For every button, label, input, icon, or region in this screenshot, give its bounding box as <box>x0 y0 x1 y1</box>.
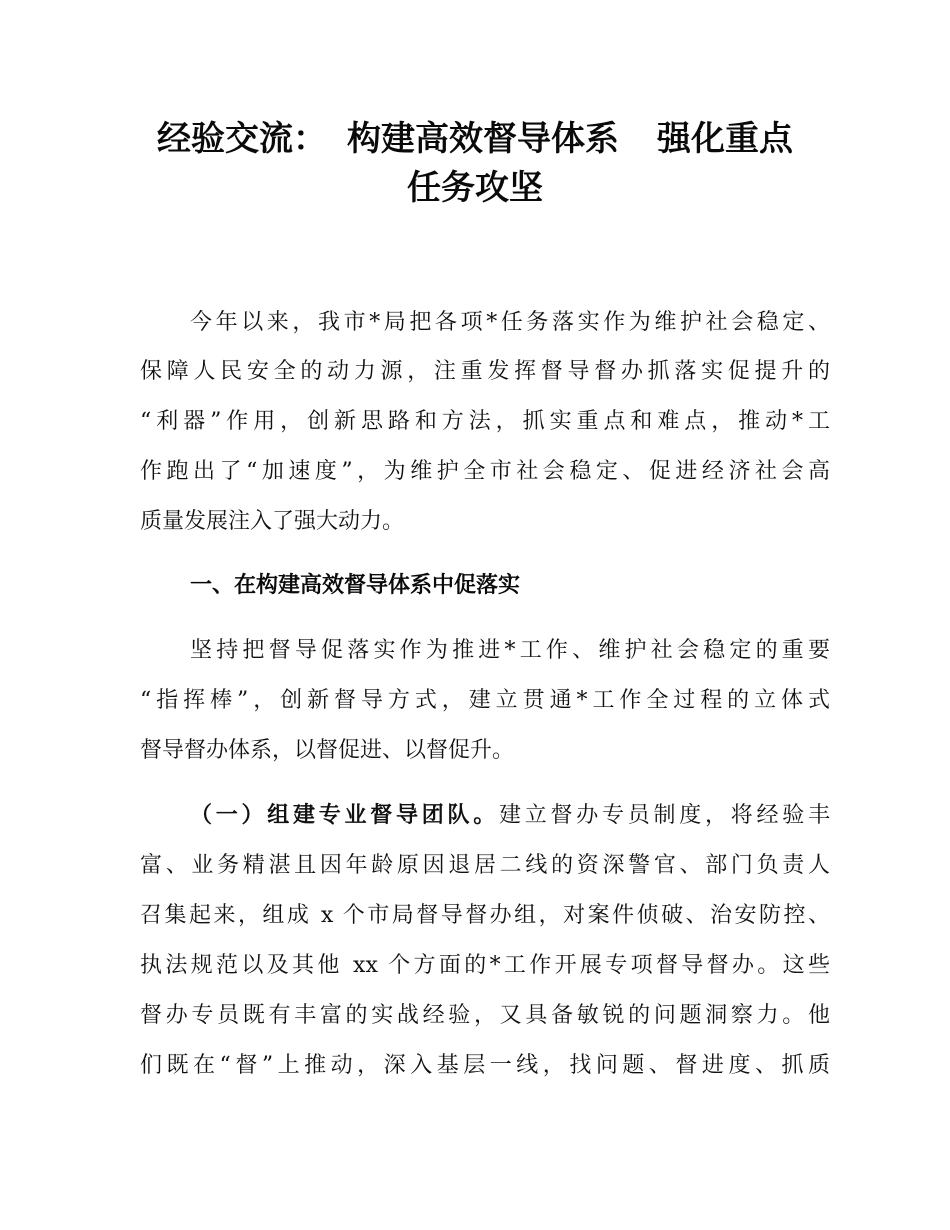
subsection-line: 富、业务精湛且因年龄原因退居二线的资深警官、部门负责人 <box>140 853 830 878</box>
subsection-first-line <box>190 800 830 832</box>
intro-line: 今年以来，我市*局把各项*任务落实作为维护社会稳定、 <box>190 310 830 335</box>
section-line: “指挥棒”，创新督导方式，建立贯通*工作全过程的立体式 <box>140 688 830 713</box>
section-line: 坚持把督导促落实作为推进*工作、维护社会稳定的重要 <box>190 638 830 663</box>
document-title-line-2: 任务攻坚 <box>407 168 543 208</box>
subsection-line: 召集起来，组成 x 个市局督导督办组，对案件侦破、治安防控、 <box>140 903 830 928</box>
subsection-heading: （一）组建专业督导团队。 <box>190 803 499 828</box>
subsection-line: 督办专员既有丰富的实战经验，又具备敏锐的问题洞察力。他 <box>140 1003 830 1028</box>
subsection-line: 执法规范以及其他 xx 个方面的*工作开展专项督导督办。这些 <box>140 953 830 978</box>
title-prefix: 经验交流： <box>157 119 327 159</box>
intro-line: “利器”作用，创新思路和方法，抓实重点和难点，推动*工 <box>140 409 830 434</box>
title-main: 构建高效督导体系 <box>347 119 619 159</box>
intro-line: 保障人民安全的动力源，注重发挥督导督办抓落实促提升的 <box>140 359 830 384</box>
intro-line: 作跑出了“加速度”，为维护全市社会稳定、促进经济社会高 <box>140 459 830 484</box>
section-heading: 一、在构建高效督导体系中促落实 <box>190 573 521 598</box>
section-line: 督导督办体系，以督促进、以督促升。 <box>140 738 515 763</box>
document-title-line-1 <box>100 113 850 165</box>
subsection-line: 们既在“督”上推动，深入基层一线，找问题、督进度、抓质 <box>140 1053 830 1078</box>
intro-line: 质量发展注入了强大动力。 <box>140 509 405 534</box>
subsection-text: 建立督办专员制度，将经验丰 <box>499 803 830 828</box>
title-suffix: 强化重点 <box>657 119 793 159</box>
